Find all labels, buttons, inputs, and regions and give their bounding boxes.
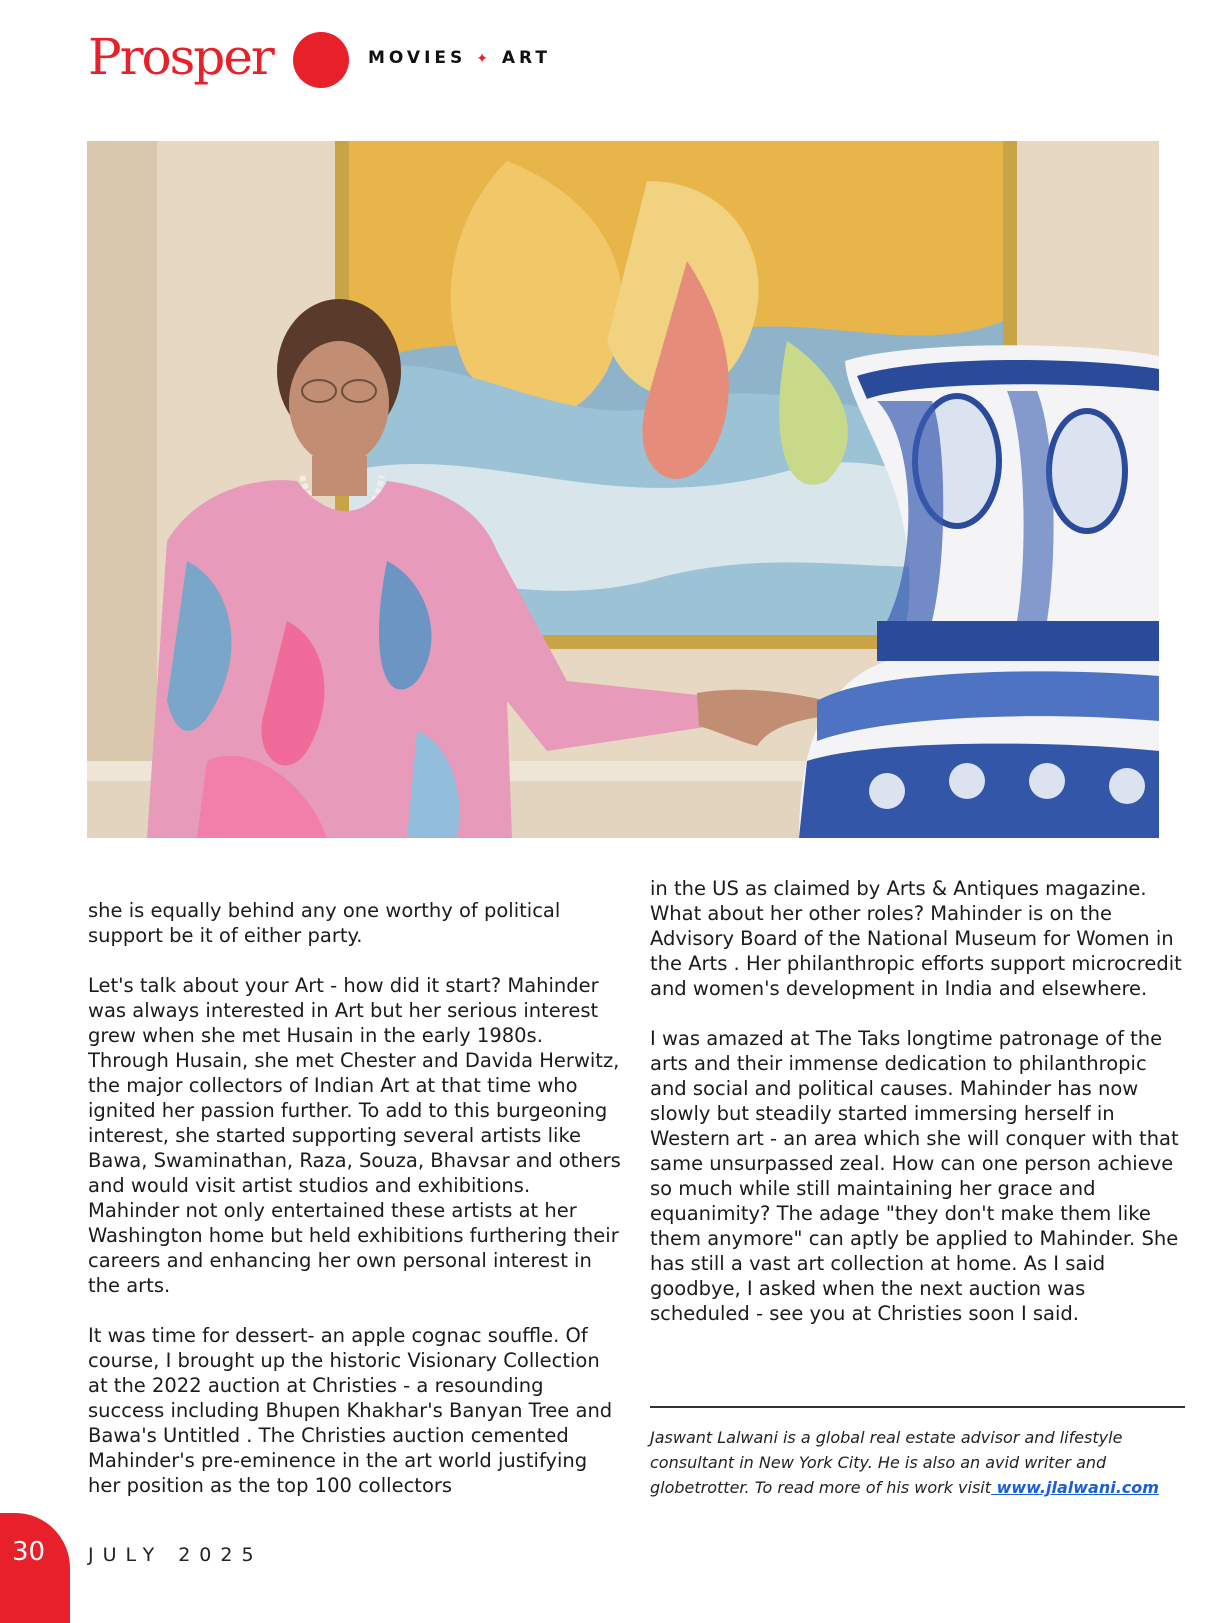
paragraph: she is equally behind any one worthy of political support be it of either party. [88, 899, 561, 947]
paragraph: I was amazed at The Taks longtime patronage of the arts and their immense dedication to philanthropic and social and political causes. Mahinder has now slowly but steadily started immersing herself in Western art - an area which she will conquer with that same unsurpassed zeal. How can one person achieve so much while still maintaining her grace and equanimity? The adage "they don't make them like them anymore" can aptly be applied to Mahinder. She has still a vast art collection at home. As I said goodbye, I asked when the next auction was scheduled - see you at Christies soon I said. [650, 1027, 1179, 1325]
bio-text: Jaswant Lalwani is a global real estate advisor and lifestyle consultant in New York City. He is also an avid writer and globetrotter. To read more of his work visit [650, 1428, 1123, 1497]
logo: Prosper [88, 28, 273, 86]
article-column-left [88, 898, 623, 1523]
paragraph: in the US as claimed by Arts & Antiques magazine. What about her other roles? Mahinder is on the Advisory Board of the National Museum for Women in the Arts . Her philanthropic efforts support microcredit and women's development in India and elsewhere. [650, 877, 1182, 1000]
paragraph: Let's talk about your Art - how did it start? Mahinder was always interested in Art but her serious interest grew when she met Husain in the early 1980s. Through Husain, she met Chester and Davida Herwitz, the major collectors of Indian Art at that time who ignited her passion further. To add to this burgeoning interest, she started supporting several artists like Bawa, Swaminathan, Raza, Souza, Bhavsar and others and would visit artist studios and exhibitions. Mahinder not only entertained these artists at her Washington home but held exhibitions furthering their careers and enhancing her own personal interest in the arts. [88, 974, 621, 1297]
paragraph: It was time for dessert- an apple cognac souffle. Of course, I brought up the historic Visionary Collection at the 2022 auction at Christies - a resounding success including Bhupen Khakhar's Banyan Tree and Bawa's Untitled . The Christies auction cemented Mahinder's pre-eminence in the art world justifying her position as the top 100 collectors [88, 1324, 613, 1497]
article-column-right [650, 876, 1185, 1351]
issue-date: JULY 2025 [88, 1544, 263, 1566]
logo-dot [293, 32, 349, 88]
section-label [368, 47, 551, 70]
section-movies: MOVIES [368, 48, 467, 68]
bio-divider [650, 1406, 1185, 1408]
author-website-link[interactable]: www.jlalwani.com [991, 1478, 1159, 1497]
author-bio [650, 1425, 1185, 1500]
feature-photo [87, 141, 1159, 838]
section-art: ART [501, 48, 551, 68]
page-number: 30 [12, 1537, 46, 1567]
section-separator-icon: ✦ [476, 51, 488, 67]
